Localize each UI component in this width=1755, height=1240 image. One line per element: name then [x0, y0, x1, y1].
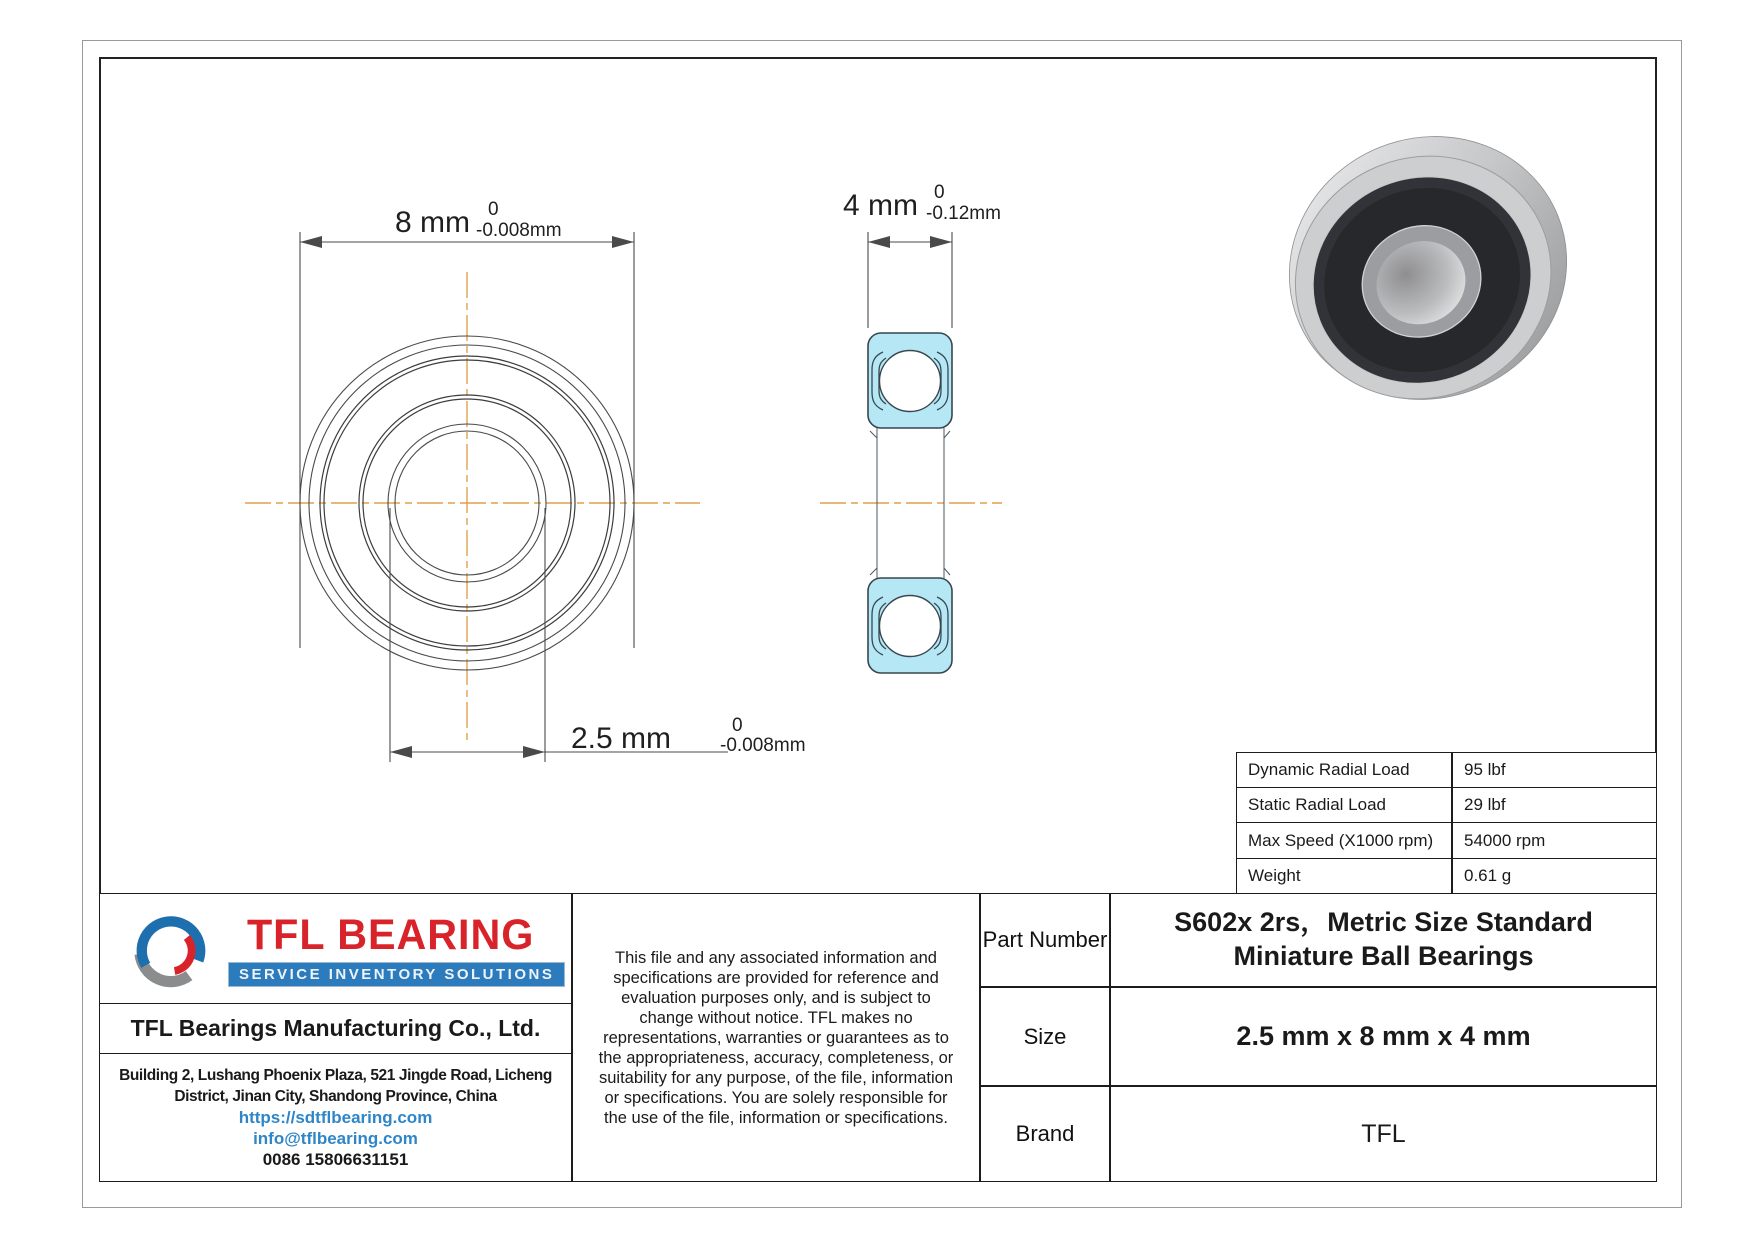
dim-bore-value: 2.5 mm: [571, 722, 672, 755]
field-value-size: 2.5 mm x 8 mm x 4 mm: [1110, 987, 1657, 1086]
spec-label: Dynamic Radial Load: [1236, 752, 1452, 788]
dim-od-tol-bottom: -0.008mm: [476, 220, 562, 241]
field-label-size: Size: [980, 987, 1110, 1086]
logo-tagline: SERVICE INVENTORY SOLUTIONS: [228, 962, 565, 987]
dim-width-tol-top: 0: [934, 182, 945, 203]
dim-width-tol-bottom: -0.12mm: [926, 203, 1001, 224]
dim-width-value: 4 mm: [843, 189, 918, 222]
email-link[interactable]: info@tflbearing.com: [253, 1129, 418, 1148]
field-label-part-number: Part Number: [980, 893, 1110, 987]
spec-label: Static Radial Load: [1236, 787, 1452, 823]
dim-bore-tol-bottom: -0.008mm: [720, 735, 806, 756]
dim-od-tol-top: 0: [488, 199, 499, 220]
logo-cell: [99, 893, 572, 1004]
address-line-1: Building 2, Lushang Phoenix Plaza, 521 Jingde Road, Licheng: [119, 1067, 552, 1084]
spec-label: Max Speed (X1000 rpm): [1236, 822, 1452, 859]
field-value-brand: TFL: [1110, 1086, 1657, 1182]
address-line-2: District, Jinan City, Shandong Province, China: [174, 1088, 497, 1105]
bearing-photo: [1249, 95, 1606, 441]
spec-label: Weight: [1236, 858, 1452, 894]
tfl-logo-icon: [128, 903, 214, 995]
spec-value: 95 lbf: [1452, 752, 1657, 788]
dim-width: [843, 182, 1001, 328]
phone-number: 0086 15806631151: [262, 1150, 409, 1169]
field-label-brand: Brand: [980, 1086, 1110, 1182]
disclaimer-text: This file and any associated information and specifications are provided for reference and evaluation purposes only, and is subject to change without notice. TFL makes no representations, warranties or guarantees as to the appropriateness, accuracy, completeness, or suitability for any purpose, of the file, information or specifications. You are solely responsible for the use of the file, information or specifications.: [572, 893, 980, 1182]
spec-value: 54000 rpm: [1452, 822, 1657, 859]
spec-value: 29 lbf: [1452, 787, 1657, 823]
website-link[interactable]: https://sdtflbearing.com: [238, 1108, 433, 1127]
logo-brand-text: TFL BEARING: [247, 910, 535, 959]
spec-value: 0.61 g: [1452, 858, 1657, 894]
company-name: TFL Bearings Manufacturing Co., Ltd.: [99, 1003, 572, 1054]
dim-od-value: 8 mm: [395, 206, 470, 239]
field-value-part-number: S602x 2rs，Metric Size Standard Miniature Ball Bearings: [1110, 893, 1657, 987]
address-cell: [99, 1053, 572, 1182]
dim-bore: [390, 508, 806, 762]
dim-bore-tol-top: 0: [732, 715, 743, 736]
